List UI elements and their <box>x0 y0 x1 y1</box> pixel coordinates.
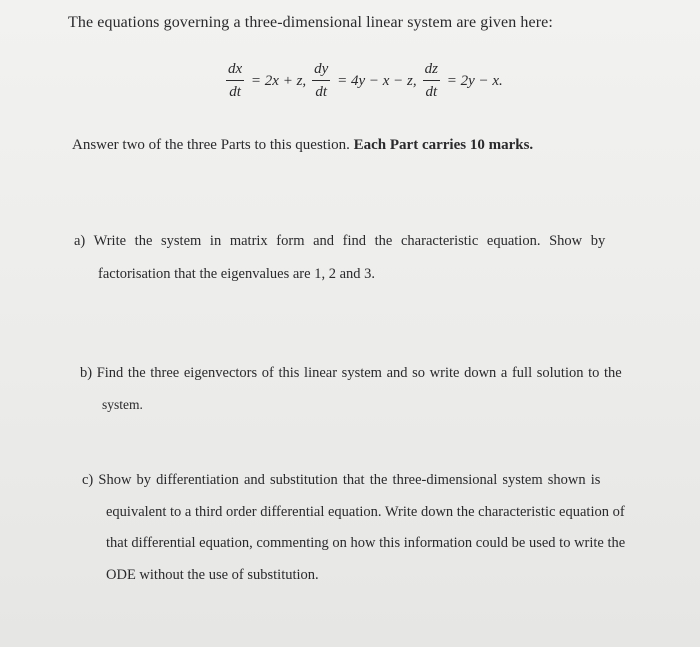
fraction-dx-dt <box>226 62 244 100</box>
equation-rhs-z: = 2y − x. <box>442 72 503 89</box>
fraction-numerator: dz <box>423 62 440 81</box>
part-b <box>80 366 622 411</box>
part-c-line: equivalent to a third order differential equation. Write down the characteristic equation of <box>106 503 625 520</box>
instructions <box>72 137 533 154</box>
part-a-line: factorisation that the eigenvalues are 1, 2 and 3. <box>98 265 376 282</box>
part-b-line: b) Find the three eigenvectors of this linear system and so write down a full solution to the <box>80 365 622 381</box>
instructions-text: Answer two of the three Parts to this question. <box>72 137 354 153</box>
fraction-denominator: dt <box>315 84 328 100</box>
fraction-numerator: dx <box>226 62 244 81</box>
part-a-line: a) Write the system in matrix form and find the characteristic equation. Show by <box>74 233 606 249</box>
part-b-line: system. <box>102 396 143 412</box>
part-c <box>82 473 625 582</box>
marks-note: Each Part carries 10 marks. <box>353 137 534 153</box>
fraction-denominator: dt <box>229 84 241 100</box>
fraction-dz-dt <box>423 62 440 100</box>
fraction-numerator: dy <box>312 62 330 81</box>
part-c-line: that differential equation, commenting on how this information could be used to write the <box>106 535 626 551</box>
equation-system <box>226 62 509 100</box>
fraction-denominator: dt <box>425 84 438 100</box>
part-c-line: ODE without the use of substitution. <box>106 566 319 583</box>
equation-rhs-x: = 2x + z, <box>247 72 307 89</box>
intro-text: The equations governing a three-dimensional linear system are given here: <box>68 14 553 31</box>
part-a <box>74 234 605 281</box>
equation-rhs-y: = 4y − x − z, <box>333 72 417 89</box>
fraction-dy-dt <box>312 62 330 100</box>
part-c-line: c) Show by differentiation and substitution that the three-dimensional system shown is <box>82 472 601 488</box>
